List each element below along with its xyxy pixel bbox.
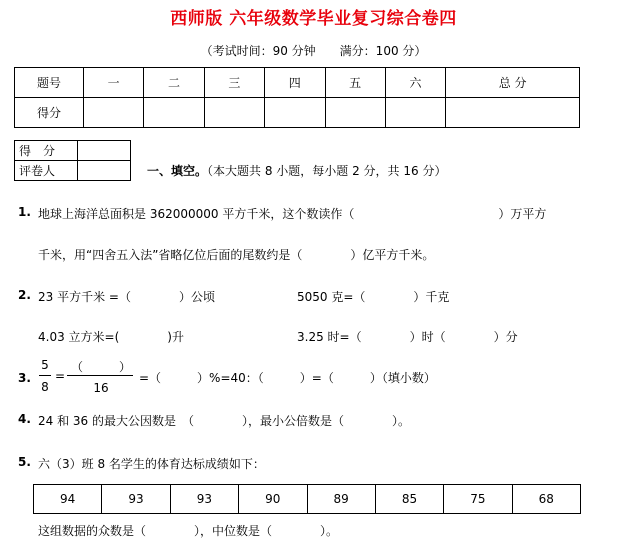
section-1-heading [147, 162, 446, 179]
scores-row [34, 485, 581, 514]
question-1-line-1: 地球上海洋总面积是 362000000 平方千米，这个数读作（ ）万平方 [38, 207, 547, 221]
score-cell-part-2[interactable] [144, 98, 204, 128]
fraction-1-bar [39, 375, 51, 376]
question-3-equals: = [55, 369, 66, 383]
score-cell-part-4[interactable] [265, 98, 325, 128]
score-row-label: 得分 [15, 98, 84, 128]
fraction-2-denominator: 16 [93, 381, 109, 395]
grader-table [14, 140, 131, 181]
exam-info: （考试时间：90 分钟 满分：100 分） [200, 44, 427, 58]
header-cell-part-2: 二 [144, 68, 204, 98]
score-cell-part-6[interactable] [385, 98, 445, 128]
score-value: 89 [307, 485, 375, 514]
header-cell-total: 总 分 [446, 68, 580, 98]
question-2-number: 2. [18, 288, 31, 302]
score-cell-total[interactable] [446, 98, 580, 128]
score-value: 90 [239, 485, 307, 514]
fraction-1-numerator: 5 [41, 358, 49, 372]
fraction-1-denominator: 8 [41, 380, 49, 394]
scores-data-table [33, 484, 581, 514]
score-value: 68 [512, 485, 580, 514]
question-3-number: 3. [18, 371, 31, 385]
score-table-header-row [15, 68, 580, 98]
header-cell-part-6: 六 [385, 68, 445, 98]
question-5-follow-up: 这组数据的众数是（ ），中位数是（ ）。 [38, 524, 339, 538]
grader-name-label: 评卷人 [15, 161, 78, 181]
question-1-number: 1. [18, 205, 31, 219]
grader-score-label: 得 分 [15, 141, 78, 161]
section-1-note: （本大题共 8 小题，每小题 2 分，共 16 分） [207, 164, 447, 178]
question-5-text: 六（3）班 8 名学生的体育达标成绩如下： [38, 457, 265, 471]
score-value: 93 [102, 485, 170, 514]
question-2-part-c: 4.03 立方米=( )升 [38, 330, 184, 344]
header-cell-question-number: 题号 [15, 68, 84, 98]
section-1-title: 一、填空。 [147, 164, 208, 178]
score-value: 85 [375, 485, 443, 514]
question-3-rest: =（ ）%=40：（ ）=（ ）（填小数） [139, 371, 436, 385]
score-cell-part-1[interactable] [84, 98, 144, 128]
grader-name-cell[interactable] [78, 161, 131, 181]
question-2-part-d: 3.25 时=（ ）时（ ）分 [297, 330, 518, 344]
grader-score-cell[interactable] [78, 141, 131, 161]
question-2-part-a: 23 平方千米 =（ ）公顷 [38, 290, 215, 304]
score-cell-part-5[interactable] [325, 98, 385, 128]
page-title: 西师版 六年级数学毕业复习综合卷四 [170, 9, 457, 29]
header-cell-part-1: 一 [84, 68, 144, 98]
fraction-2-numerator: （ ） [70, 360, 131, 374]
question-2-part-b: 5050 克=（ ）千克 [297, 290, 450, 304]
score-value: 93 [170, 485, 238, 514]
question-5-number: 5. [18, 455, 31, 469]
header-cell-part-5: 五 [325, 68, 385, 98]
fraction-2-bar [67, 375, 133, 376]
header-cell-part-4: 四 [265, 68, 325, 98]
question-1-line-2: 千米，用“四舍五入法”省略亿位后面的尾数约是（ ）亿平方千米。 [38, 248, 435, 262]
score-value: 94 [34, 485, 102, 514]
score-table-score-row [15, 98, 580, 128]
score-summary-table [14, 67, 580, 128]
header-cell-part-3: 三 [204, 68, 264, 98]
score-value: 75 [444, 485, 512, 514]
question-4-text: 24 和 36 的最大公因数是 （ ），最小公倍数是（ ）。 [38, 414, 410, 428]
question-4-number: 4. [18, 412, 31, 426]
score-cell-part-3[interactable] [204, 98, 264, 128]
